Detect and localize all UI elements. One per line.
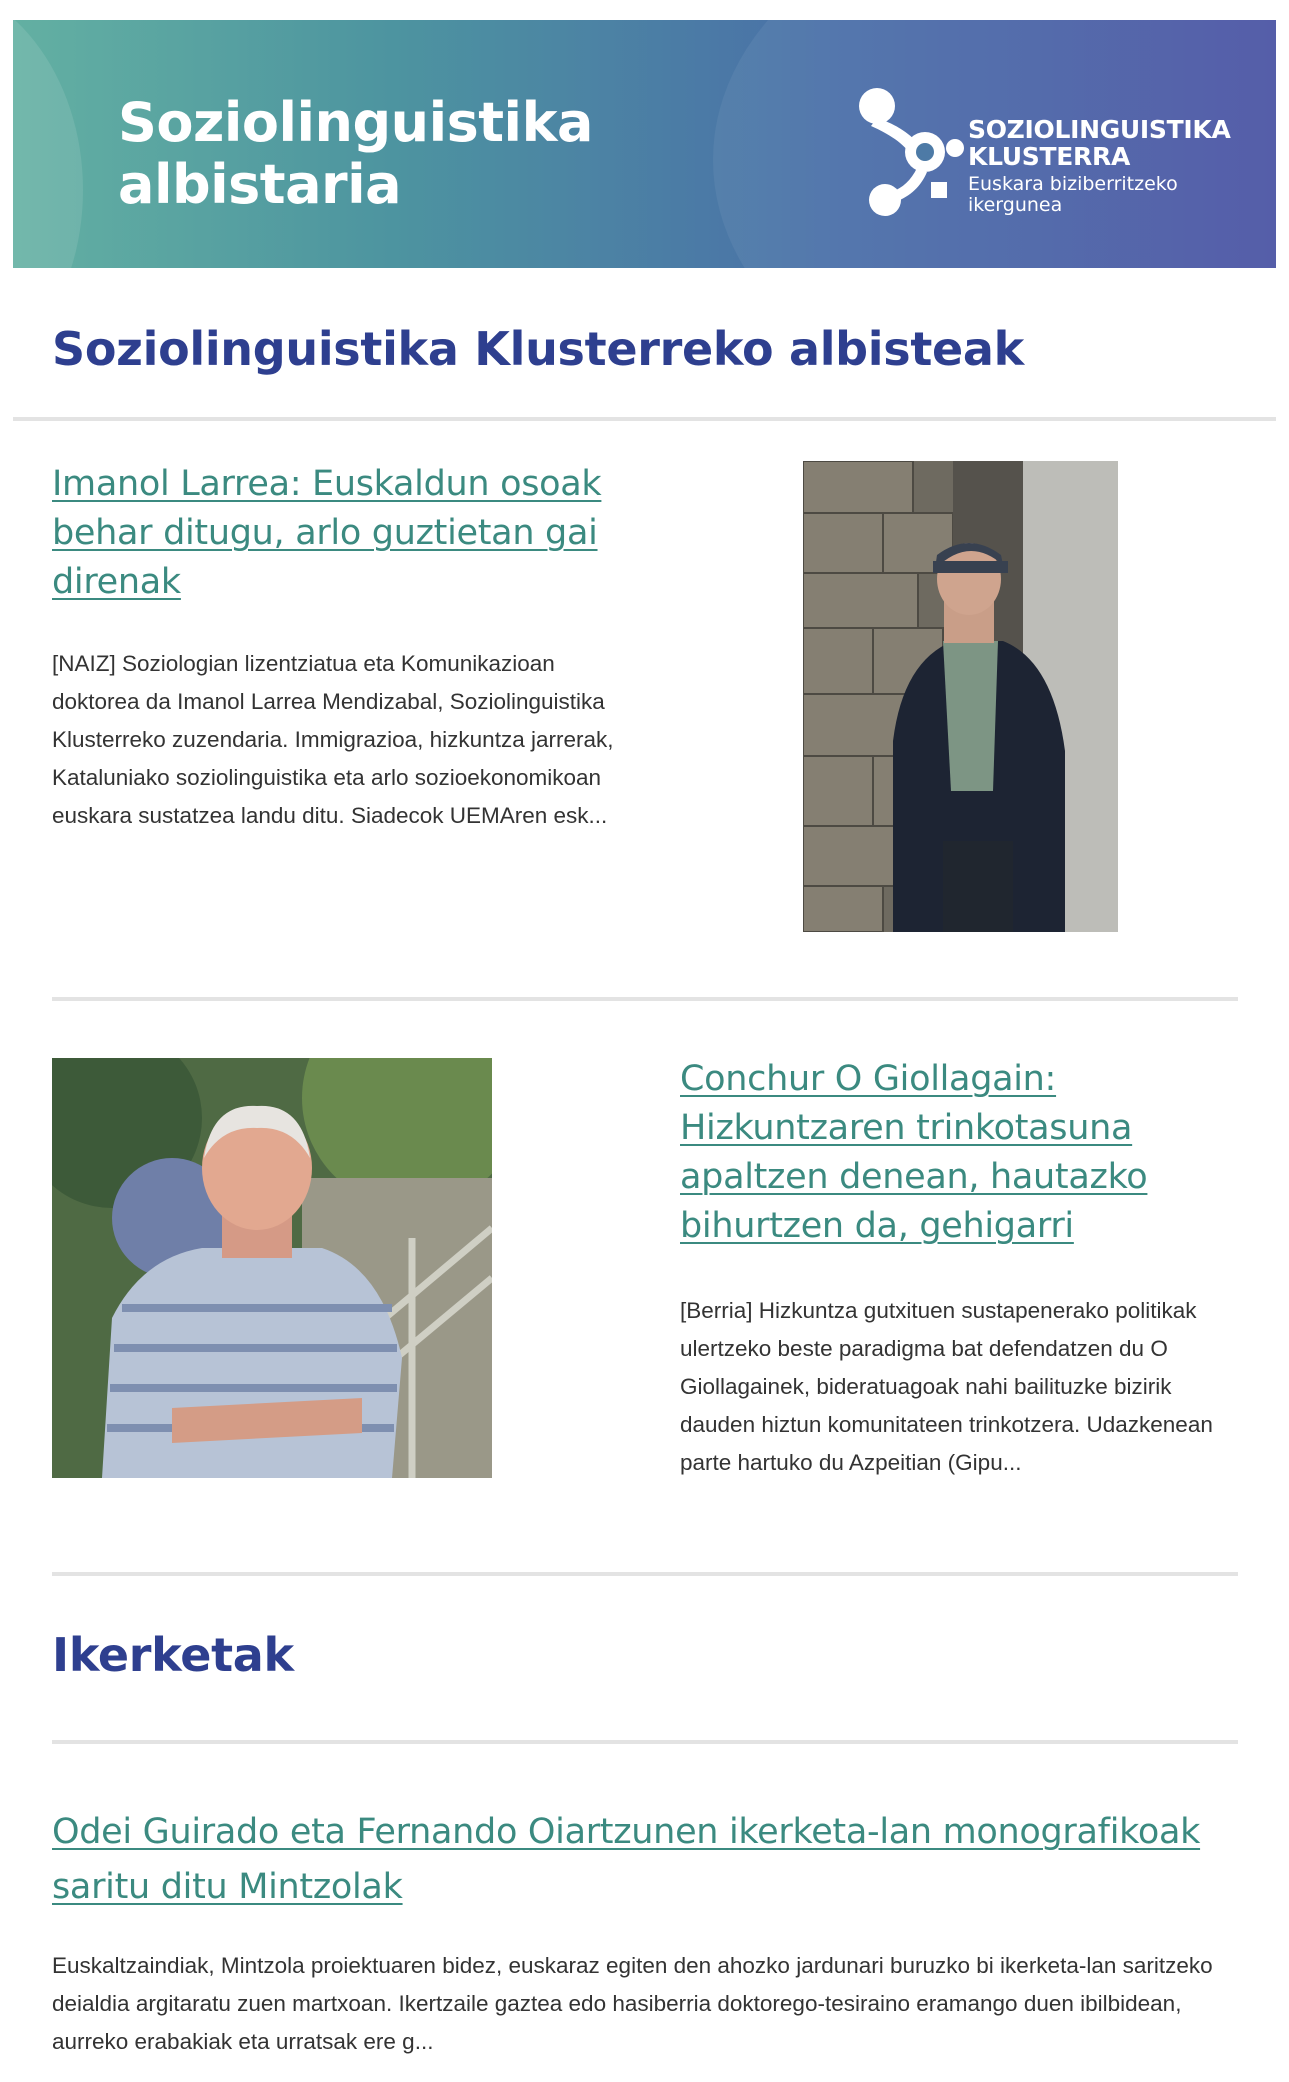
section-heading-news: Soziolinguistika Klusterreko albisteak bbox=[52, 322, 1024, 376]
article-excerpt: [NAIZ] Soziologian lizentziatua eta Komunikazioan doktorea da Imanol Larrea Mendizabal, Soziolinguistika Klusterreko zuzendaria. Immigrazioa, hizkuntza jarrerak, Kataluniako soziolinguistika eta arlo sozioekonomikoan euskara sustatzea landu ditu. Siadecok UEMAren esk... bbox=[52, 651, 614, 828]
article-title-link[interactable]: Odei Guirado eta Fernando Oiartzunen ikerketa-lan monografikoak saritu ditu Mintzolak bbox=[52, 1812, 1201, 1907]
banner-decoration bbox=[13, 20, 83, 268]
newsletter-title-line: albistaria bbox=[118, 153, 402, 216]
logo-name-line: SOZIOLINGUISTIKA bbox=[968, 115, 1231, 144]
article-divider bbox=[52, 997, 1238, 1001]
header-banner bbox=[13, 20, 1276, 268]
article-excerpt: Euskaltzaindiak, Mintzola proiektuaren bidez, euskaraz egiten den ahozko jardunari buruzko bi ikerketa-lan saritzeko deialdia argitaratu zuen martxoan. Ikertzaile gaztea edo hasiberria doktorego-tesiraino eramango duen ibilbidean, aurreko erabakiak eta urratsak ere g... bbox=[52, 1953, 1213, 2054]
article-excerpt: [Berria] Hizkuntza gutxituen sustapenerako politikak ulertzeko beste paradigma bat defendatzen du O Giollagainek, bideratuagoak nahi bailituzke bizirik dauden hiztun komunitateen trinkotzera. Udazkenean parte hartuko du Azpeitian (Gipu... bbox=[680, 1298, 1213, 1475]
cluster-logo-text bbox=[968, 116, 1231, 216]
logo-name-line: KLUSTERRA bbox=[968, 142, 1130, 171]
section-divider bbox=[13, 417, 1276, 421]
newsletter-title-line: Soziolinguistika bbox=[118, 91, 593, 154]
article-title-link[interactable]: Conchur O Giollagain: Hizkuntzaren trinkotasuna apaltzen denean, hautazko bihurtzen da, gehigarri bbox=[680, 1059, 1148, 1246]
logo-subtitle-line: ikergunea bbox=[968, 194, 1063, 216]
article-divider bbox=[52, 1572, 1238, 1576]
newsletter-title bbox=[118, 92, 593, 216]
section-divider bbox=[52, 1740, 1238, 1744]
logo-subtitle-line: Euskara biziberritzeko bbox=[968, 173, 1178, 195]
section-heading-research: Ikerketak bbox=[52, 1628, 294, 1682]
article-title-link[interactable]: Imanol Larrea: Euskaldun osoak behar ditugu, arlo guztietan gai direnak bbox=[52, 464, 602, 602]
article-photo-conchur-o-giollagain[interactable] bbox=[52, 1058, 492, 1478]
article-photo-imanol-larrea[interactable] bbox=[803, 461, 1118, 932]
cluster-logo-icon bbox=[855, 88, 965, 218]
